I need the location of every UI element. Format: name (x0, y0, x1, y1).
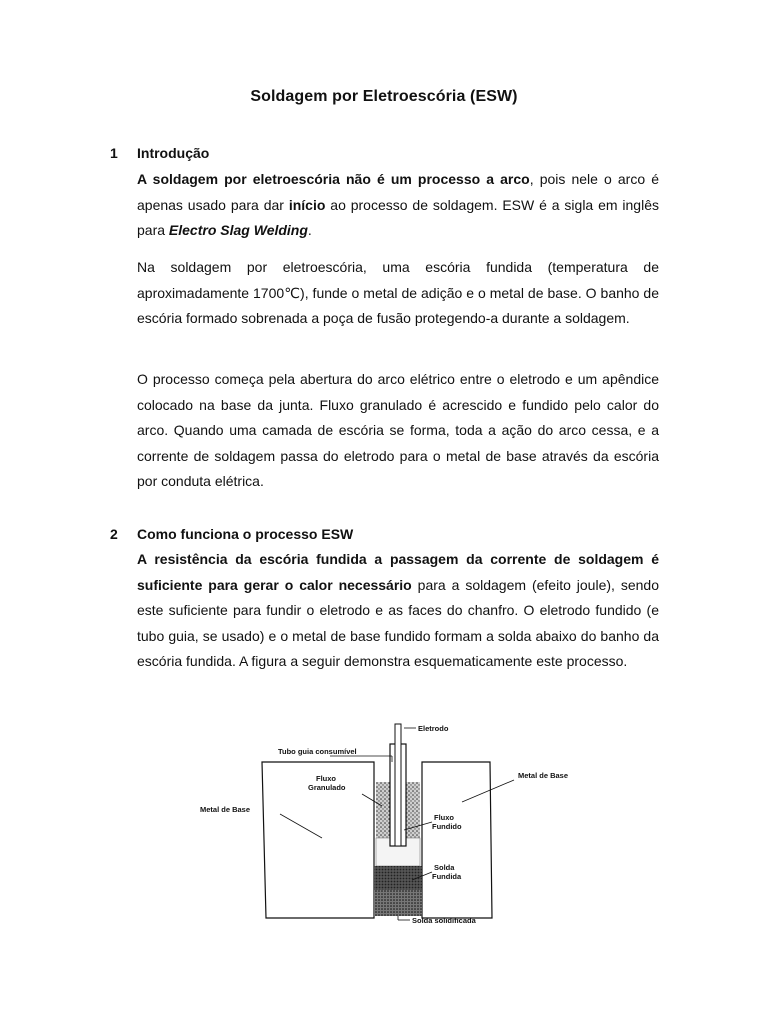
label-solda-fundida-2: Fundida (432, 872, 462, 881)
intro-text-b: ao processo de soldagem. ESW é a sigla em inglês para (137, 196, 659, 238)
how-bold-statement: A resistência da escória fundida a passagem da corrente de soldagem é suficiente para gerar o calor necessário (137, 551, 659, 593)
section-1-number: 1 (110, 145, 118, 161)
intro-bold-inicio: início (288, 196, 326, 213)
electrode (395, 724, 401, 846)
section-1-paragraph-3: O processo começa pela abertura do arco elétrico entre o eletrodo e um apêndice colocado na base da junta. Fluxo granulado é acrescido e fundido pelo calor do arco. Quando uma camada de escória se forma, toda a ação do arco cessa, e a corrente de soldagem passa do eletrodo para o metal de base através da escória por conduta elétrica. (137, 371, 659, 489)
section-1-paragraph-2: Na soldagem por eletroescória, uma escória fundida (temperatura de aproximadamente 1700℃), funde o metal de adição e o metal de base. O banho de escória formado sobrenada a poça de fusão protegendo-a durante a soldagem. (137, 259, 659, 326)
section-2-heading: Como funciona o processo ESW (137, 526, 354, 542)
intro-text-c: . (307, 222, 312, 238)
how-text: para a soldagem (efeito joule), sendo este suficiente para fundir o eletrodo e as faces do chanfro. O eletrodo fundido (e tubo guia, se usado) e o metal de base fundido formam a solda abaixo do banho da escória fundida. A figura a seguir demonstra esquematicamente este processo. (137, 576, 659, 669)
label-fluxo-fundido-1: Fluxo (434, 813, 454, 822)
label-eletrodo: Eletrodo (418, 724, 449, 733)
section-2-number: 2 (110, 526, 118, 542)
section-1-heading: Introdução (137, 145, 210, 161)
right-base-metal (422, 762, 492, 918)
section-1-paragraph-1 (137, 167, 659, 244)
label-tubo-guia: Tubo guia consumível (278, 747, 357, 756)
label-fluxo-granulado-1: Fluxo (316, 774, 336, 783)
intro-esw-expansion: Electro Slag Welding (168, 222, 308, 238)
label-metal-base-right: Metal de Base (518, 771, 569, 780)
solidified-weld (374, 890, 422, 916)
label-fluxo-fundido-2: Fundido (432, 822, 462, 831)
intro-text-a: , pois nele o arco é apenas usado para dar (137, 171, 659, 213)
label-metal-base-left: Metal de Base (200, 805, 251, 814)
label-solda-fundida-1: Solda (434, 863, 455, 872)
section-2-paragraph-1 (137, 547, 659, 675)
document-title: Soldagem por Eletroescória (ESW) (250, 88, 518, 105)
molten-weld (374, 866, 422, 890)
label-fluxo-granulado-2: Granulado (308, 783, 346, 792)
esw-process-diagram (192, 718, 604, 932)
intro-bold-statement: A soldagem por eletroescória não é um processo a arco (137, 171, 530, 187)
label-solda-solidificada: Solda solidificada (412, 916, 476, 925)
